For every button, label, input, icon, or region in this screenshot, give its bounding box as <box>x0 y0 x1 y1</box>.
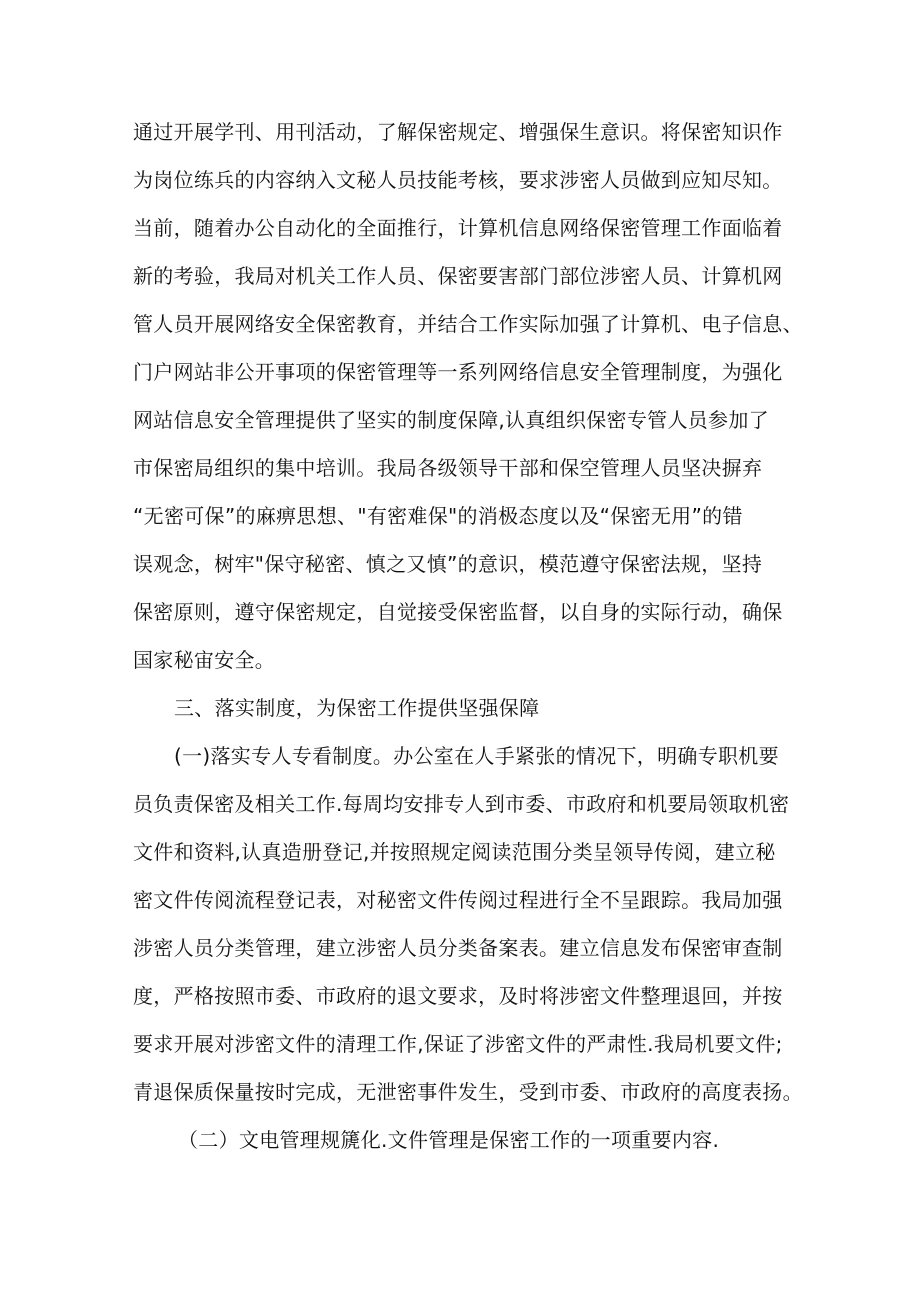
body-text-line: 国家秘宙安全。 <box>133 648 276 672</box>
body-text-line: 保密原则，遵守保密规定，自觉接受保密监督，以自身的实际行动，确保 <box>133 600 783 624</box>
body-text-line: 文件和资料,认真造册登记,并按照规定阅读范围分类呈领导传阅，建立秘 <box>133 840 776 864</box>
body-text-line: 新的考验，我局对机关工作人员、保密要害部门部位涉密人员、计算机网 <box>133 264 783 288</box>
body-text-line: 当前，随着办公自动化的全面推行，计算机信息网络保密管理工作面临着 <box>133 216 783 240</box>
body-text-line: 管人员开展网络安全保密教育，并结合工作实际加强了计算机、电子信息、 <box>133 312 803 336</box>
body-text-line: 度，严格按照市委、市政府的退文要求，及时将涉密文件整理退回，并按 <box>133 984 783 1008</box>
body-text-line: 员负责保密及相关工作.每周均安排专人到市委、市政府和机要局领取机密 <box>133 792 790 816</box>
body-text-line: 通过开展学刊、用刊活动，了解保密规定、增强保生意识。将保密知识作 <box>133 120 783 144</box>
body-text-line: 涉密人员分类管理，建立涉密人员分类备案表。建立信息发布保密审查制 <box>133 936 783 960</box>
subsection-heading: (一)落实专人专看制度。办公室在人手紧张的情况下，明确专职机要 <box>174 744 779 768</box>
subsection-heading: （二）文电管理规篪化.文件管理是保密工作的一项重要内容. <box>178 1128 720 1152</box>
body-text-line: 门户网站非公开事项的保密管理等一系列网络信息安全管理制度，为强化 <box>133 360 783 384</box>
body-text-line: 误观念，树牢"保守秘密、慎之又慎”的意识，模范遵守保密法规，坚持 <box>133 552 763 576</box>
body-text-line: 为岗位练兵的内容纳入文秘人员技能考核，要求涉密人员做到应知尽知。 <box>133 168 783 192</box>
body-text-line: 密文件传阅流程登记表，对秘密文件传阅过程进行全不呈跟踪。我局加强 <box>133 888 783 912</box>
body-text-line: “无密可保”的麻痹思想、"有密难保"的消极态度以及“保密无用”的错 <box>133 504 743 528</box>
body-text-line: 市保密局组织的集中培训。我局各级领导干部和保空管理人员坚决摒弃 <box>133 456 763 480</box>
body-text-line: 青退保质保量按时完成，无泄密事件发生，受到市委、市政府的高度表扬。 <box>133 1080 803 1104</box>
body-text-line: 网站信息安全管理提供了坚实的制度保障,认真组织保密专管人员参加了 <box>133 408 769 432</box>
section-heading: 三、落实制度，为保密工作提供坚强保障 <box>174 696 540 720</box>
body-text-line: 要求开展对涉密文件的清理工作,保证了涉密文件的严肃性.我局机要文件; <box>133 1032 783 1056</box>
